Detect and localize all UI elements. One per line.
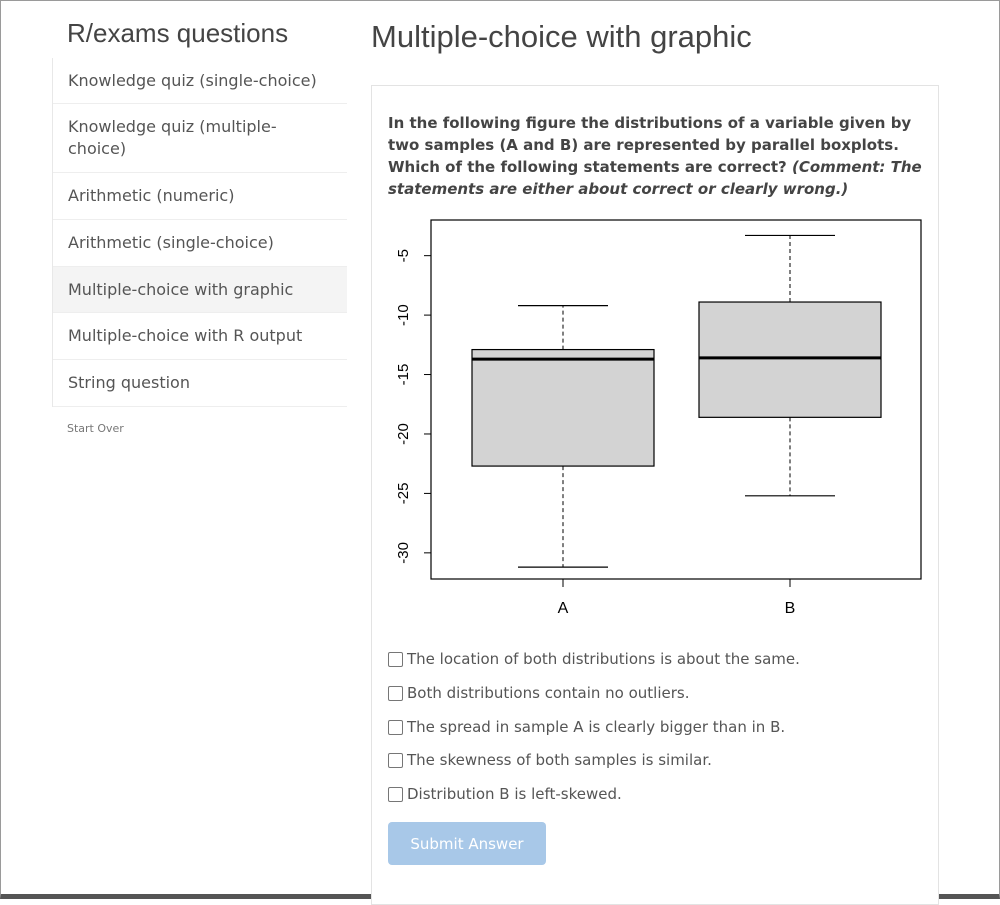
question-body: In the following figure the distributions of a variable given by two samples (A and B) are represented by parallel boxplots. Which of the following statements are correct?	[388, 114, 912, 176]
page-title: Multiple-choice with graphic	[371, 19, 752, 54]
answer-option[interactable]	[388, 750, 800, 784]
option-checkbox[interactable]	[388, 686, 403, 701]
option-checkbox[interactable]	[388, 787, 403, 802]
start-over-link[interactable]: Start Over	[67, 422, 124, 435]
y-tick-label: -20	[394, 423, 412, 445]
y-tick-label: -5	[394, 248, 412, 263]
sidebar-item-mc-graphic[interactable]: Multiple-choice with graphic	[53, 267, 347, 313]
option-label: Distribution B is left-skewed.	[407, 785, 622, 804]
sidebar-title: R/exams questions	[67, 18, 289, 48]
answer-option[interactable]	[388, 784, 800, 818]
option-label: Both distributions contain no outliers.	[407, 683, 690, 702]
answer-option[interactable]	[388, 683, 800, 717]
sidebar-item-mc-r-output[interactable]: Multiple-choice with R output	[53, 313, 347, 360]
option-label: The skewness of both samples is similar.	[407, 751, 712, 770]
sidebar-item-arithmetic-single[interactable]: Arithmetic (single-choice)	[53, 220, 347, 267]
boxplot-chart	[380, 210, 930, 630]
y-tick-label: -25	[394, 482, 412, 505]
option-checkbox[interactable]	[388, 753, 403, 768]
answer-option[interactable]	[388, 717, 800, 751]
option-checkbox[interactable]	[388, 720, 403, 735]
submit-answer-button[interactable]: Submit Answer	[388, 822, 546, 865]
y-tick-label: -15	[394, 363, 412, 386]
option-label: The spread in sample A is clearly bigger than in B.	[407, 717, 786, 736]
option-checkbox[interactable]	[388, 652, 403, 667]
y-tick-label: -30	[394, 542, 412, 564]
sidebar-item-knowledge-quiz-single[interactable]: Knowledge quiz (single-choice)	[53, 58, 347, 104]
sidebar-item-knowledge-quiz-multiple[interactable]: Knowledge quiz (multiple-choice)	[53, 104, 347, 173]
question-text	[388, 112, 928, 200]
sidebar-nav	[52, 58, 347, 407]
box-A	[472, 350, 654, 466]
y-tick-label: -10	[394, 304, 412, 326]
question-comment: (Comment: The statements are either about correct or clearly wrong.)	[388, 158, 922, 198]
option-label: The location of both distributions is about the same.	[407, 650, 800, 668]
answer-option[interactable]	[388, 649, 800, 683]
sidebar-item-arithmetic-numeric[interactable]: Arithmetic (numeric)	[53, 173, 347, 220]
x-tick-label: A	[557, 600, 569, 617]
box-B	[699, 302, 881, 417]
answer-options	[388, 649, 800, 818]
x-tick-label: B	[784, 600, 796, 617]
sidebar-item-string-question[interactable]: String question	[53, 360, 347, 407]
